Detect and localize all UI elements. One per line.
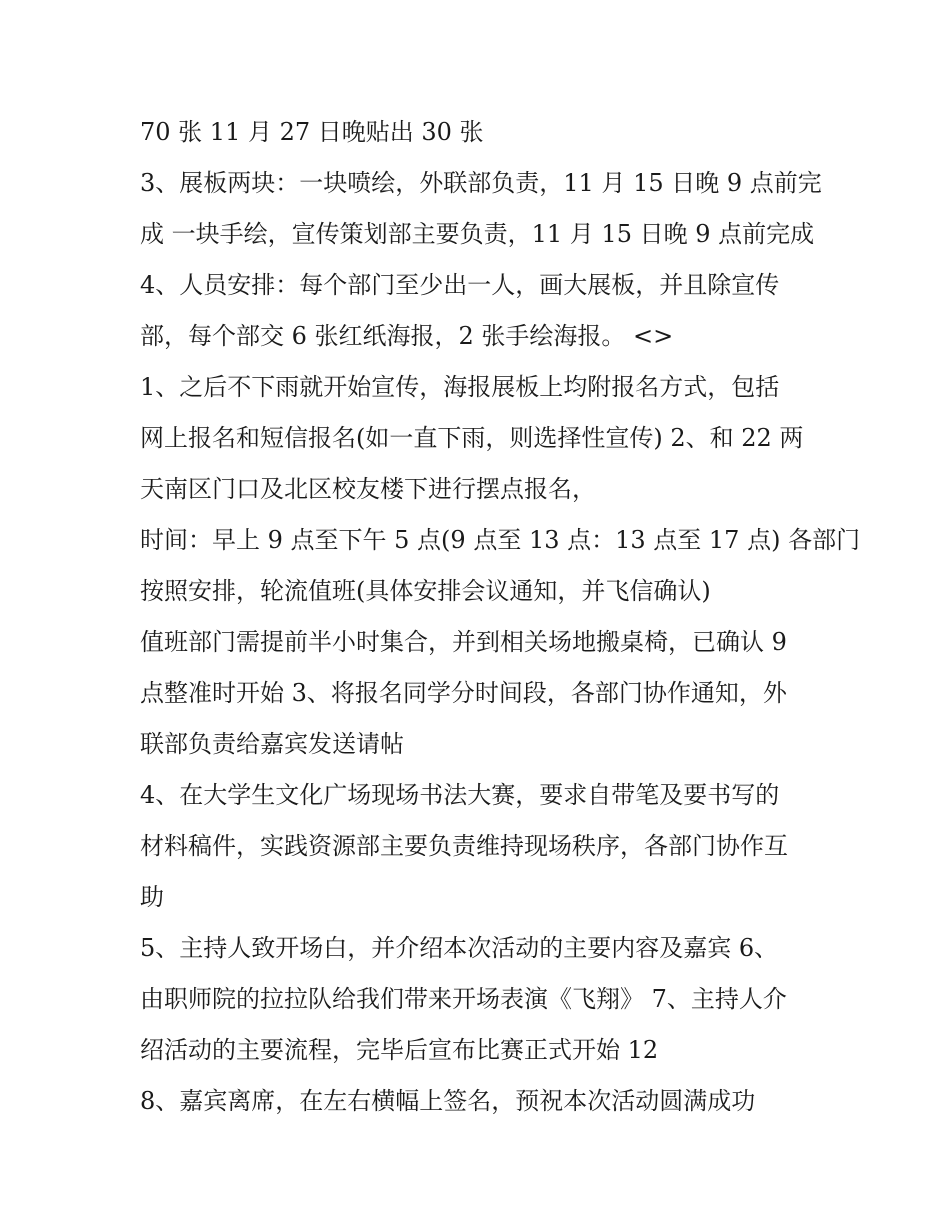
text-line: 1、之后不下雨就开始宣传，海报展板上均附报名方式，包括	[140, 373, 780, 401]
text-line: 点整准时开始 3、将报名同学分时间段，各部门协作通知，外	[140, 679, 787, 707]
text-line: 4、在大学生文化广场现场书法大赛，要求自带笔及要书写的	[140, 781, 780, 809]
text-line: 时间：早上 9 点至下午 5 点(9 点至 13 点：13 点至 17 点) 各部门	[140, 526, 861, 554]
text-line: 按照安排，轮流值班(具体安排会议通知，并飞信确认)	[140, 577, 711, 605]
text-line: 4、人员安排：每个部门至少出一人，画大展板，并且除宣传	[140, 271, 780, 299]
text-line: 70 张 11 月 27 日晚贴出 30 张	[140, 118, 484, 146]
text-line: 联部负责给嘉宾发送请帖	[140, 730, 404, 758]
document-body	[140, 107, 861, 1127]
text-line: 网上报名和短信报名(如一直下雨，则选择性宣传) 2、和 22 两	[140, 424, 804, 452]
text-line: 成 一块手绘，宣传策划部主要负责，11 月 15 日晚 9 点前完成	[140, 220, 815, 248]
text-line: 5、主持人致开场白，并介绍本次活动的主要内容及嘉宾 6、	[140, 934, 779, 962]
text-line: 材料稿件，实践资源部主要负责维持现场秩序，各部门协作互	[140, 832, 788, 860]
text-line: 8、嘉宾离席，在左右横幅上签名，预祝本次活动圆满成功	[140, 1087, 756, 1115]
text-line: 助	[140, 883, 164, 911]
text-line: 部，每个部交 6 张红纸海报，2 张手绘海报。 <>	[140, 322, 674, 350]
text-line: 天南区门口及北区校友楼下进行摆点报名，	[140, 475, 596, 503]
text-line: 绍活动的主要流程，完毕后宣布比赛正式开始 12	[140, 1036, 659, 1064]
text-line: 3、展板两块：一块喷绘，外联部负责，11 月 15 日晚 9 点前完	[140, 169, 822, 197]
text-line: 值班部门需提前半小时集合，并到相关场地搬桌椅，已确认 9	[140, 628, 787, 656]
text-line: 由职师院的拉拉队给我们带来开场表演《飞翔》 7、主持人介	[140, 985, 787, 1013]
